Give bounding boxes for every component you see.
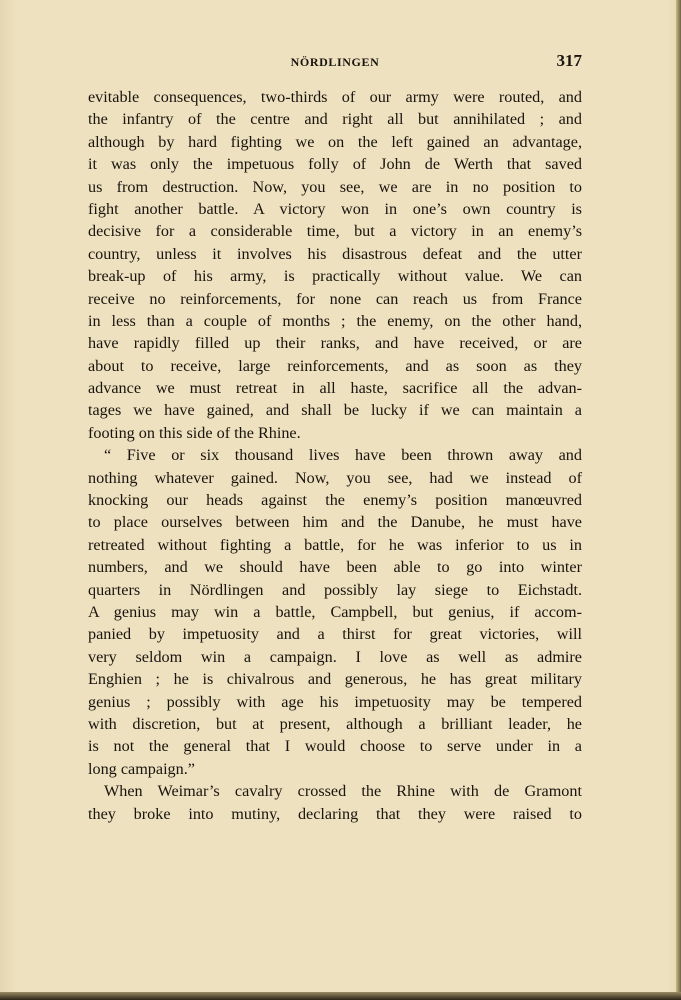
text-line: about to receive, large reinforcements, and as soon as they xyxy=(88,356,582,375)
text-line: retreated without fighting a battle, for he was inferior to us in xyxy=(88,535,582,554)
text-line: genius ; possibly with age his impetuosity may be tempered xyxy=(88,692,582,711)
running-title: NÖRDLINGEN xyxy=(290,55,380,69)
running-header xyxy=(88,52,582,72)
text-line: have rapidly filled up their ranks, and have received, or are xyxy=(88,334,582,353)
text-line: break-up of his army, is practically without value. We can xyxy=(88,267,582,286)
text-line: evitable consequences, two-thirds of our army were routed, and xyxy=(88,88,582,106)
text-line: fight another battle. A victory won in one’s own country is xyxy=(88,199,582,218)
text-line: nothing whatever gained. Now, you see, had we instead of xyxy=(88,468,582,487)
text-line: us from destruction. Now, you see, we are in no position to xyxy=(88,177,582,196)
page-edge-shadow xyxy=(676,0,681,1000)
body-text xyxy=(88,86,582,825)
text-line: is not the general that I would choose to serve under in a xyxy=(88,737,582,756)
text-line: decisive for a considerable time, but a victory in an enemy’s xyxy=(88,222,582,241)
page-number: 317 xyxy=(556,51,582,70)
text-line: in less than a couple of months ; the enemy, on the other hand, xyxy=(88,311,582,330)
page-bottom-edge xyxy=(0,992,681,1000)
text-line: panied by impetuosity and a thirst for great victories, will xyxy=(88,625,582,644)
text-line: the infantry of the centre and right all but annihilated ; and xyxy=(88,110,582,129)
paragraph-start-line: “ Five or six thousand lives have been thrown away and xyxy=(104,446,582,465)
paragraph-end-line: footing on this side of the Rhine. xyxy=(88,423,301,442)
paragraph-end-line: long campaign.” xyxy=(88,759,195,778)
text-line: advance we must retreat in all haste, sacrifice all the advan- xyxy=(88,379,582,398)
text-line: quarters in Nördlingen and possibly lay siege to Eichstadt. xyxy=(88,580,582,599)
text-line: very seldom win a campaign. I love as well as admire xyxy=(88,647,582,666)
text-line: A genius may win a battle, Campbell, but genius, if accom- xyxy=(88,602,582,621)
paragraph-start-line: When Weimar’s cavalry crossed the Rhine with de Gramont xyxy=(104,782,582,801)
text-line: numbers, and we should have been able to go into winter xyxy=(88,558,582,577)
text-line: they broke into mutiny, declaring that they were raised to xyxy=(88,804,582,823)
text-line: Enghien ; he is chivalrous and generous, he has great military xyxy=(88,670,582,689)
text-line: it was only the impetuous folly of John de Werth that saved xyxy=(88,155,582,174)
text-line: to place ourselves between him and the Danube, he must have xyxy=(88,513,582,532)
text-line: receive no reinforcements, for none can reach us from France xyxy=(88,289,582,308)
text-line: knocking our heads against the enemy’s position manœuvred xyxy=(88,491,582,510)
text-line: with discretion, but at present, although a brilliant leader, he xyxy=(88,714,582,733)
text-line: although by hard fighting we on the left gained an advantage, xyxy=(88,132,582,151)
text-line: country, unless it involves his disastrous defeat and the utter xyxy=(88,244,582,263)
text-line: tages we have gained, and shall be lucky if we can maintain a xyxy=(88,401,582,420)
